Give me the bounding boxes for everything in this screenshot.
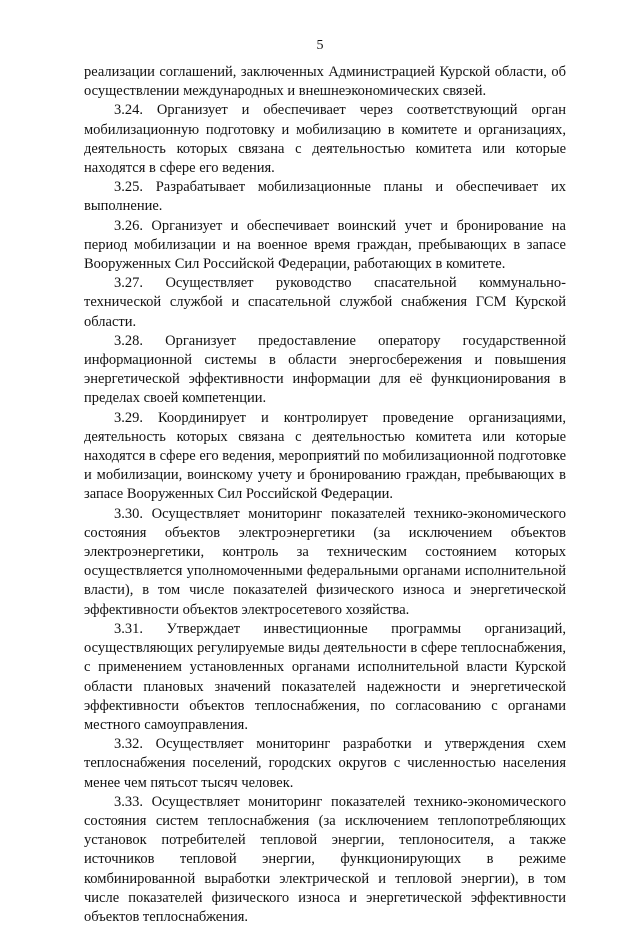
paragraph: 3.32. Осуществляет мониторинг разработки и утверждения схем теплоснабжения поселений, городских округов с численностью населения менее чем пятьсот тысяч человек. xyxy=(84,736,566,791)
paragraph: 3.33. Осуществляет мониторинг показателей технико-экономического состояния систем теплоснабжения (за исключением теплопотребляющих установок потребителей тепловой энергии, теплоносителя, а также источников тепловой энергии, функционирующих в режиме комбинированной выработки электрической и тепловой энергии), в том числе показателей физического износа и энергетической эффективности объектов теплоснабжения. xyxy=(84,793,566,925)
document-body xyxy=(84,63,566,927)
paragraph: 3.30. Осуществляет мониторинг показателей технико-экономического состояния объектов электроэнергетики (за исключением объектов электроэнергетики, контроль за техническим состоянием которых осуществляется уполномоченными федеральными органами исполнительной власти), в том числе показателей физического износа и энергетической эффективности объектов электросетевого хозяйства. xyxy=(84,505,566,618)
page-number: 5 xyxy=(316,38,324,53)
paragraph: 3.24. Организует и обеспечивает через соответствующий орган мобилизационную подготовку и мобилизацию в комитете и организациях, деятельность которых связана с деятельностью комитета или которые находятся в сфере его ведения. xyxy=(84,102,566,177)
paragraph: реализации соглашений, заключенных Администрацией Курской области, об осуществлении международных и внешнеэкономических связей. xyxy=(84,64,566,100)
paragraph: 3.29. Координирует и контролирует проведение организациями, деятельность которых связана с деятельностью комитета или которые находятся в сфере его ведения, мероприятий по мобилизационной подготовке и мобилизации, воинскому учету и бронированию граждан, пребывающих в запасе Вооруженных Сил Российской Федерации. xyxy=(84,409,566,503)
paragraph: 3.25. Разрабатывает мобилизационные планы и обеспечивает их выполнение. xyxy=(84,179,566,215)
paragraph: 3.27. Осуществляет руководство спасательной коммунально-технической службой и спасательной службой снабжения ГСМ Курской области. xyxy=(84,275,566,330)
paragraph: 3.31. Утверждает инвестиционные программы организаций, осуществляющих регулируемые виды деятельности в сфере теплоснабжения, с применением установленных органами исполнительной власти Курской области плановых значений показателей надежности и энергетической эффективности объектов теплоснабжения, по согласованию с органами местного самоуправления. xyxy=(84,620,566,733)
paragraph: 3.26. Организует и обеспечивает воинский учет и бронирование на период мобилизации и на военное время граждан, пребывающих в запасе Вооруженных Сил Российской Федерации, работающих в комитете. xyxy=(84,217,566,273)
paragraph: 3.28. Организует предоставление оператору государственной информационной системы в области энергосбережения и повышения энергетической эффективности информации для её функционирования в пределах своей компетенции. xyxy=(84,332,566,407)
